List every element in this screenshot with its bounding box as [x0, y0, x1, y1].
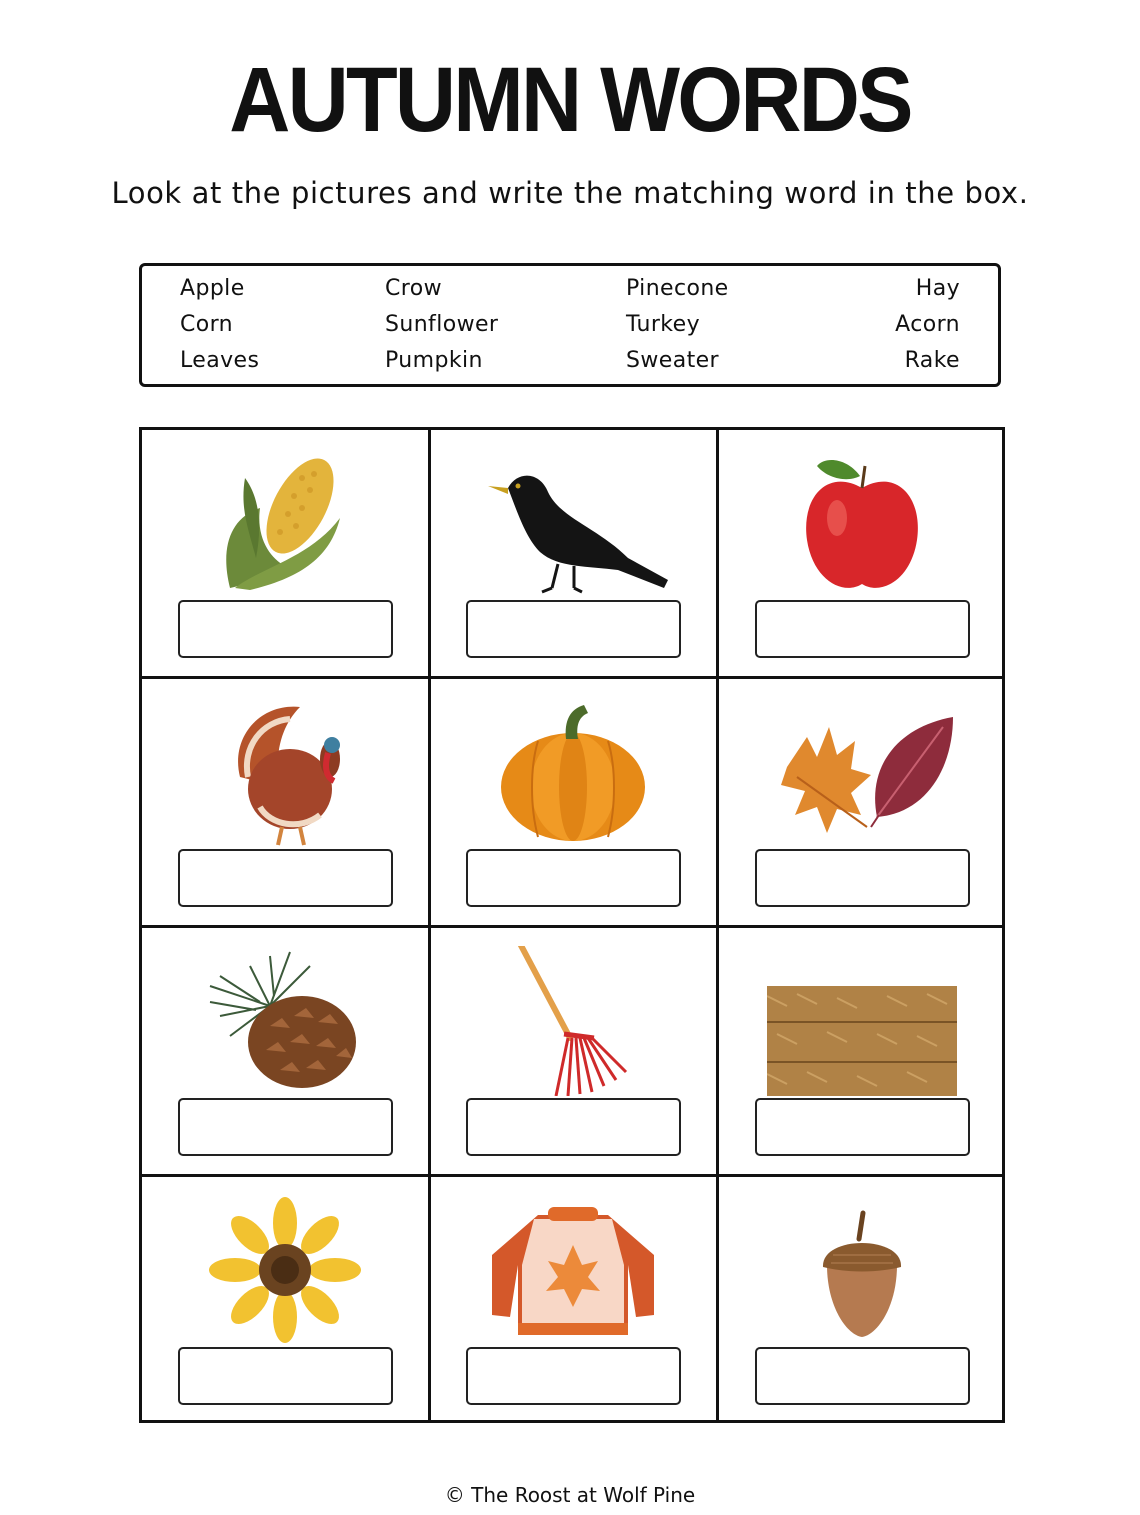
- answer-box[interactable]: [466, 849, 681, 907]
- word-bank-word: Acorn: [895, 312, 960, 337]
- grid-cell: [430, 928, 717, 1176]
- word-bank-word: Apple: [180, 276, 245, 301]
- answer-box[interactable]: [178, 1347, 393, 1405]
- word-bank-word: Pinecone: [626, 276, 729, 301]
- answer-box[interactable]: [178, 1098, 393, 1156]
- page-title: AUTUMN WORDS: [229, 49, 911, 151]
- turkey-icon: [190, 697, 380, 847]
- answer-box[interactable]: [466, 600, 681, 658]
- hay-icon: [767, 946, 957, 1096]
- word-bank-word: Turkey: [626, 312, 700, 337]
- grid-cell: [430, 430, 717, 678]
- answer-box[interactable]: [755, 1347, 970, 1405]
- pinecone-icon: [190, 946, 380, 1096]
- answer-box[interactable]: [755, 600, 970, 658]
- grid-cell: [142, 679, 429, 927]
- answer-box[interactable]: [466, 1347, 681, 1405]
- rake-icon: [478, 946, 668, 1096]
- answer-box[interactable]: [178, 849, 393, 907]
- grid-cell: [719, 1177, 1006, 1425]
- grid-cell: [719, 928, 1006, 1176]
- answer-box[interactable]: [755, 1098, 970, 1156]
- word-bank-word: Rake: [904, 348, 960, 373]
- word-bank-word: Corn: [180, 312, 234, 337]
- copyright-footer: © The Roost at Wolf Pine: [444, 1483, 696, 1507]
- crow-icon: [478, 448, 668, 598]
- word-bank-word: Crow: [385, 276, 442, 301]
- picture-grid: [139, 427, 1005, 1423]
- word-bank-word: Sweater: [626, 348, 719, 373]
- sweater-icon: [478, 1195, 668, 1345]
- grid-cell: [430, 679, 717, 927]
- answer-box[interactable]: [755, 849, 970, 907]
- answer-box[interactable]: [466, 1098, 681, 1156]
- grid-cell: [142, 430, 429, 678]
- word-bank-word: Pumpkin: [385, 348, 483, 373]
- corn-icon: [190, 448, 380, 598]
- pumpkin-icon: [478, 697, 668, 847]
- answer-box[interactable]: [178, 600, 393, 658]
- leaves-icon: [767, 697, 957, 847]
- word-bank-word: Hay: [915, 276, 960, 301]
- grid-cell: [719, 430, 1006, 678]
- grid-cell: [719, 679, 1006, 927]
- apple-icon: [767, 448, 957, 598]
- sunflower-icon: [190, 1195, 380, 1345]
- grid-cell: [142, 928, 429, 1176]
- word-bank: [139, 263, 1001, 387]
- grid-cell: [430, 1177, 717, 1425]
- instructions: Look at the pictures and write the matching word in the box.: [111, 176, 1029, 210]
- word-bank-word: Leaves: [180, 348, 260, 373]
- acorn-icon: [767, 1195, 957, 1345]
- word-bank-word: Sunflower: [385, 312, 499, 337]
- grid-cell: [142, 1177, 429, 1425]
